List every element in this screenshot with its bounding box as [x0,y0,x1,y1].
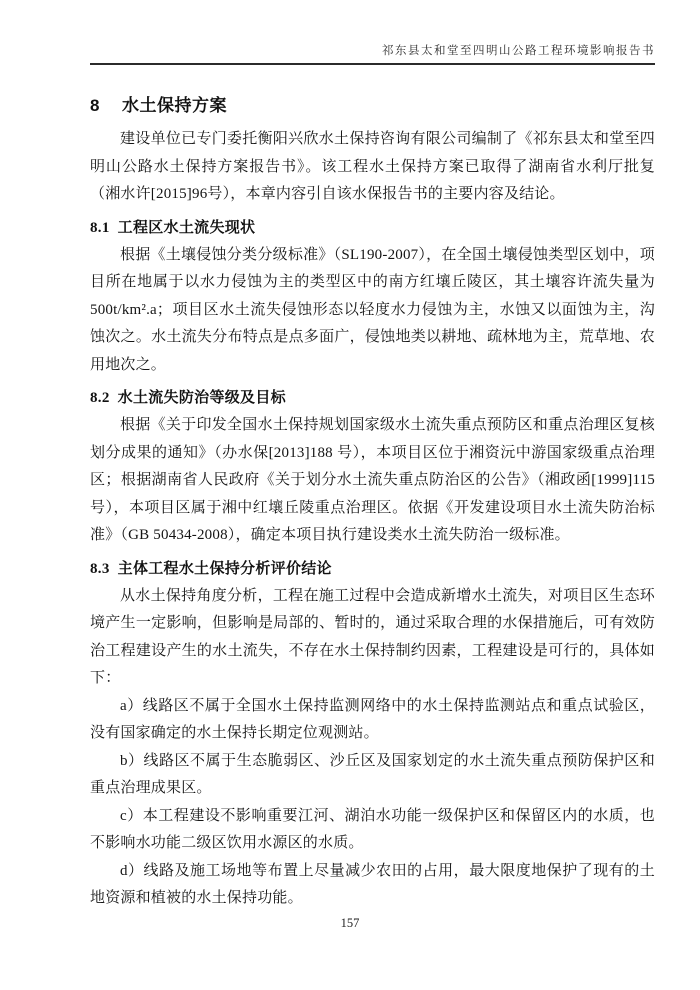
section-heading-8-2 [90,386,655,407]
section-title: 工程区水土流失现状 [117,218,256,236]
section-number: 8.2 [90,390,110,406]
page-footer [0,916,700,931]
chapter-number: 8 [90,96,100,115]
section-number: 8.3 [90,560,110,577]
page-number: 157 [340,916,360,930]
section-number: 8.1 [90,219,110,236]
chapter-intro-paragraph: 建设单位已专门委托衡阳兴欣水土保持咨询有限公司编制了《祁东县太和堂至四明山公路水土保持方案报告书》。该工程水土保持方案已取得了湖南省水利厅批复（湘水许[2015]96号），本章内容引自该水保报告书的主要内容及结论。 [90,131,655,202]
running-header-title: 祁东县太和堂至四明山公路工程环境影响报告书 [382,45,655,57]
section-heading-8-3 [90,557,655,578]
chapter-title: 水土保持方案 [121,96,227,115]
section-8-3-item-a: a）线路区不属于全国水土保持监测网络中的水土保持监测站点和重点试验区，没有国家确定的水土保持长期定位观测站。 [90,697,655,741]
header-rule [90,63,655,65]
section-8-3-item-b: b）线路区不属于生态脆弱区、沙丘区及国家划定的水土流失重点预防保护区和重点治理成果区。 [90,752,655,796]
section-8-1-paragraph: 根据《土壤侵蚀分类分级标准》（SL190-2007），在全国土壤侵蚀类型区划中，项目所在地属于以水力侵蚀为主的类型区中的南方红壤丘陵区，其土壤容许流失量为500t/km².a；项目区水土流失侵蚀形态以轻度水力侵蚀为主，水蚀又以面蚀为主，沟蚀次之。水土流失分布特点是点多面广，侵蚀地类以耕地、疏林地为主，荒草地、农用地次之。 [90,246,655,373]
section-8-2-paragraph: 根据《关于印发全国水土保持规划国家级水土流失重点预防区和重点治理区复核划分成果的通知》（办水保[2013]188 号），本项目区位于湘资沅中游国家级重点治理区；根据湖南省人民政府《关于划分水土流失重点防治区的公告》（湘政函[1999]115号），本项目区属于湘中红壤丘陵重点治理区。依据《开发建设项目水土流失防治标准》（GB 50434-2008），确定本项目执行建设类水土流失防治一级标准。 [90,417,655,543]
running-header [90,42,655,63]
section-title: 主体工程水土保持分析评价结论 [117,559,332,577]
section-heading-8-1 [90,216,655,237]
section-title: 水土流失防治等级及目标 [117,389,286,406]
section-8-3-item-c: c）本工程建设不影响重要江河、湖泊水功能一级保护区和保留区内的水质，也不影响水功能二级区饮用水源区的水质。 [90,807,655,851]
page-content [90,42,655,913]
section-8-3-paragraph: 从水土保持角度分析，工程在施工过程中会造成新增水土流失，对项目区生态环境产生一定影响，但影响是局部的、暂时的，通过采取合理的水保措施后，可有效防治工程建设产生的水土流失，不存在水土保持制约因素，工程建设是可行的，具体如下： [90,587,655,686]
section-8-3-item-d: d）线路及施工场地等布置上尽量减少农田的占用，最大限度地保护了现有的土地资源和植被的水土保持功能。 [90,862,655,906]
chapter-heading [90,91,655,116]
